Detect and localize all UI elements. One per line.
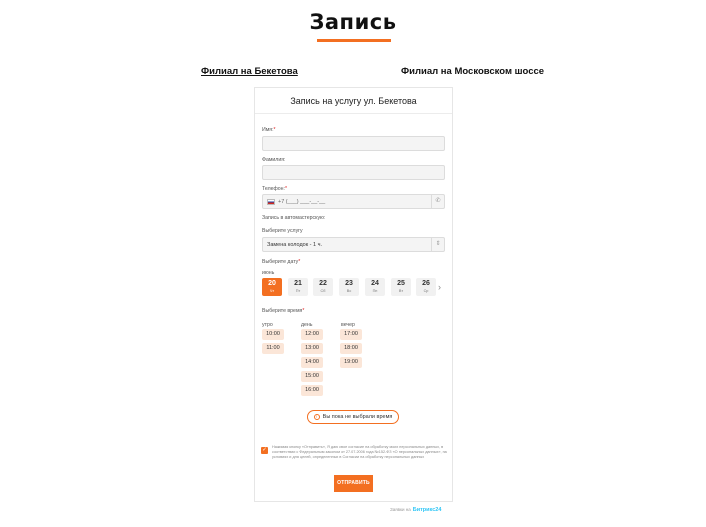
time-slot-1900[interactable]: 19:00 xyxy=(340,357,362,368)
info-circle-icon: ! xyxy=(314,414,320,420)
surname-input[interactable] xyxy=(262,165,445,180)
powered-by xyxy=(390,507,441,513)
period-label-evening: вечер xyxy=(341,322,355,328)
notice-text: Вы пока не выбрали время xyxy=(322,414,393,420)
branch-tab-beketova[interactable]: Филиал на Бекетова xyxy=(201,66,298,77)
time-slot-1400[interactable]: 14:00 xyxy=(301,357,323,368)
signup-label: Запись в автомастерскую: xyxy=(262,215,326,221)
phone-icon: ✆ xyxy=(431,195,444,208)
service-select[interactable] xyxy=(262,237,445,252)
select-arrow-icon: ⇕ xyxy=(431,238,444,251)
period-label-morning: утро xyxy=(262,322,273,328)
time-slot-1500[interactable]: 15:00 xyxy=(301,371,323,382)
date-cell-26[interactable]: 26 Ср xyxy=(416,278,436,296)
time-slot-1200[interactable]: 12:00 xyxy=(301,329,323,340)
consent-text: Нажимая кнопку «Отправить», Я даю свое согласие на обработку моих персональных данных, в соответствии с Федеральным законом от 27.07.2006 года №152-ФЗ «О персональных данных», на условиях и для целей, определенных в Согласии на обработку персональных данных xyxy=(272,445,447,459)
russia-flag-icon[interactable] xyxy=(267,199,275,205)
time-slot-1600[interactable]: 16:00 xyxy=(301,385,323,396)
page-title: Запись xyxy=(309,10,397,34)
title-underline xyxy=(317,39,391,42)
form-header: Запись на услугу ул. Бекетова xyxy=(255,88,452,114)
date-cell-24[interactable]: 24 Пн xyxy=(365,278,385,296)
period-label-day: день xyxy=(301,322,313,328)
time-slot-1700[interactable]: 17:00 xyxy=(340,329,362,340)
branch-tab-moskovskoe[interactable]: Филиал на Московском шоссе xyxy=(401,66,545,77)
service-label: Выберите услугу xyxy=(262,228,303,234)
branch-tabs xyxy=(0,66,706,80)
submit-button[interactable]: ОТПРАВИТЬ xyxy=(334,475,373,492)
surname-label: Фамилия: xyxy=(262,157,286,163)
time-slot-1100[interactable]: 11:00 xyxy=(262,343,284,354)
powered-text: Заявки на xyxy=(390,507,411,512)
name-input[interactable] xyxy=(262,136,445,151)
bitrix24-logo[interactable]: Битрикс24 xyxy=(412,507,442,513)
date-label: Выберите дату* xyxy=(262,259,301,265)
time-slot-1800[interactable]: 18:00 xyxy=(340,343,362,354)
phone-label: Телефон:* xyxy=(262,186,287,192)
date-cell-22[interactable]: 22 Сб xyxy=(313,278,333,296)
service-value: Замена колодок - 1 ч. xyxy=(267,241,323,248)
date-cell-21[interactable]: 21 Пт xyxy=(288,278,308,296)
date-cell-23[interactable]: 23 Вс xyxy=(339,278,359,296)
consent-checkbox[interactable]: ✓ xyxy=(262,447,267,453)
phone-placeholder: +7 (___) ___-__-__ xyxy=(278,198,326,205)
time-notice xyxy=(307,410,399,424)
month-label: июнь xyxy=(262,270,275,276)
phone-input[interactable] xyxy=(262,194,445,209)
date-cell-20[interactable]: 20 Чт xyxy=(262,278,282,296)
time-slot-1300[interactable]: 13:00 xyxy=(301,343,323,354)
time-slot-1000[interactable]: 10:00 xyxy=(262,329,284,340)
date-cell-25[interactable]: 25 Вт xyxy=(391,278,411,296)
chevron-right-icon[interactable]: › xyxy=(438,282,441,292)
name-label: Имя:* xyxy=(262,127,276,133)
time-label: Выберите время* xyxy=(262,308,305,314)
